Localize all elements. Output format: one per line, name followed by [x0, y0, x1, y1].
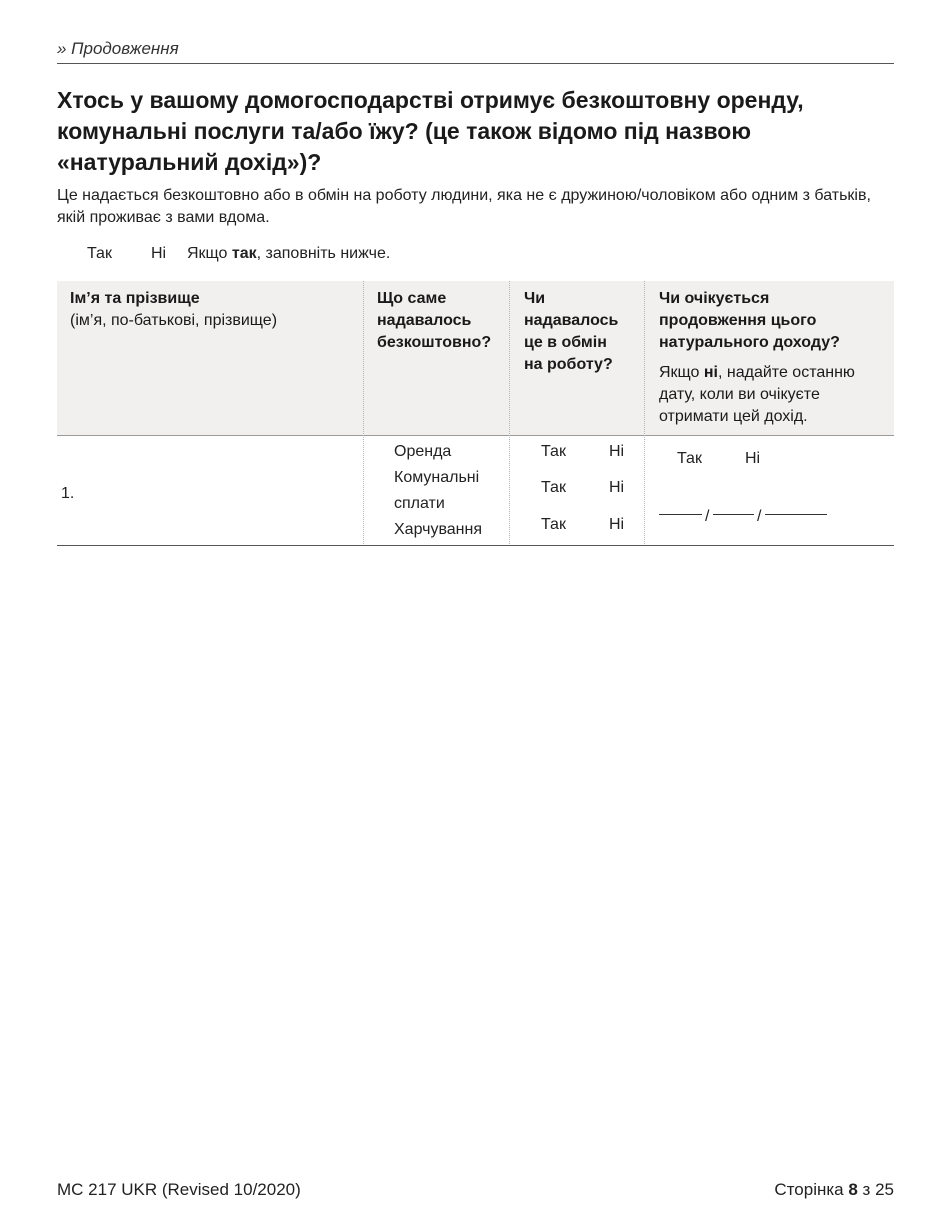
- note-bold: ні: [703, 364, 718, 381]
- food-work-no-option[interactable]: Ні: [609, 516, 625, 533]
- column-divider: [644, 281, 645, 546]
- question-title: Хтось у вашому домогосподарстві отримує безкоштовну оренду, комунальні послуги та/або їжу? (це також відомо під назвою «натуральний дохід»)?: [57, 87, 804, 175]
- item-food: Харчування: [394, 521, 483, 538]
- column-divider: [509, 281, 510, 546]
- header-continue-line: Чи очікується: [659, 290, 770, 307]
- date-separator: /: [757, 508, 762, 525]
- page-number: 8: [848, 1180, 858, 1199]
- item-utilities-cont: сплати: [394, 495, 445, 512]
- date-year-field[interactable]: [765, 514, 827, 515]
- note-suffix: , надайте останню: [718, 364, 855, 381]
- row-number: 1.: [61, 485, 75, 502]
- header-provided-line: Що саме: [377, 290, 447, 307]
- page-indicator: [774, 1180, 894, 1200]
- page-total: 25: [875, 1180, 894, 1199]
- continuation-label: » Продовження: [57, 39, 179, 58]
- header-name: [70, 288, 355, 332]
- table-bottom-rule: [57, 545, 894, 546]
- header-work-line: це в обмін: [524, 334, 607, 351]
- continue-no-option[interactable]: Ні: [745, 450, 761, 467]
- header-divider: [57, 63, 894, 64]
- note-line: дату, коли ви очікуєте: [659, 386, 820, 403]
- note-line: отримати цей дохід.: [659, 408, 808, 425]
- no-option[interactable]: Ні: [151, 245, 167, 262]
- column-divider: [363, 281, 364, 546]
- question-description: Це надається безкоштовно або в обмін на роботу людини, яка не є дружиною/чоловіком або одним з батьків, якій проживає з вами вдома.: [57, 187, 871, 226]
- header-work-exchange: [524, 288, 644, 376]
- header-provided-line: надавалось: [377, 312, 472, 329]
- instruction-bold: так: [231, 245, 257, 262]
- header-work-line: надавалось: [524, 312, 619, 329]
- page-middle: з: [857, 1180, 876, 1199]
- header-continuation: [659, 288, 891, 428]
- note-prefix: Якщо: [659, 364, 704, 381]
- instruction-prefix: Якщо: [187, 245, 232, 262]
- header-continue-note: [659, 362, 891, 428]
- header-work-line: на роботу?: [524, 356, 613, 373]
- header-continue-line: продовження цього: [659, 312, 817, 329]
- date-day-field[interactable]: [713, 514, 754, 515]
- page-prefix: Сторінка: [774, 1180, 849, 1199]
- continue-yes-option[interactable]: Так: [677, 450, 702, 467]
- fill-instruction: [187, 243, 390, 265]
- header-provided: [377, 288, 507, 354]
- form-identifier: MC 217 UKR (Revised 10/2020): [57, 1180, 301, 1199]
- rent-work-yes-option[interactable]: Так: [541, 443, 566, 460]
- food-work-yes-option[interactable]: Так: [541, 516, 566, 533]
- utilities-work-yes-option[interactable]: Так: [541, 479, 566, 496]
- header-name-subtitle: (ім’я, по-батькові, прізвище): [70, 312, 278, 329]
- utilities-work-no-option[interactable]: Ні: [609, 479, 625, 496]
- item-rent: Оренда: [394, 443, 452, 460]
- instruction-suffix: , заповніть нижче.: [256, 245, 391, 262]
- item-utilities: Комунальні: [394, 469, 480, 486]
- header-provided-line: безкоштовно?: [377, 334, 492, 351]
- date-month-field[interactable]: [659, 514, 702, 515]
- header-continue-line: натурального доходу?: [659, 334, 840, 351]
- header-work-line: Чи: [524, 290, 546, 307]
- header-name-title: Ім’я та прізвище: [70, 290, 200, 307]
- in-kind-income-table: [57, 281, 894, 546]
- yes-option[interactable]: Так: [87, 245, 112, 262]
- date-separator: /: [705, 508, 710, 525]
- rent-work-no-option[interactable]: Ні: [609, 443, 625, 460]
